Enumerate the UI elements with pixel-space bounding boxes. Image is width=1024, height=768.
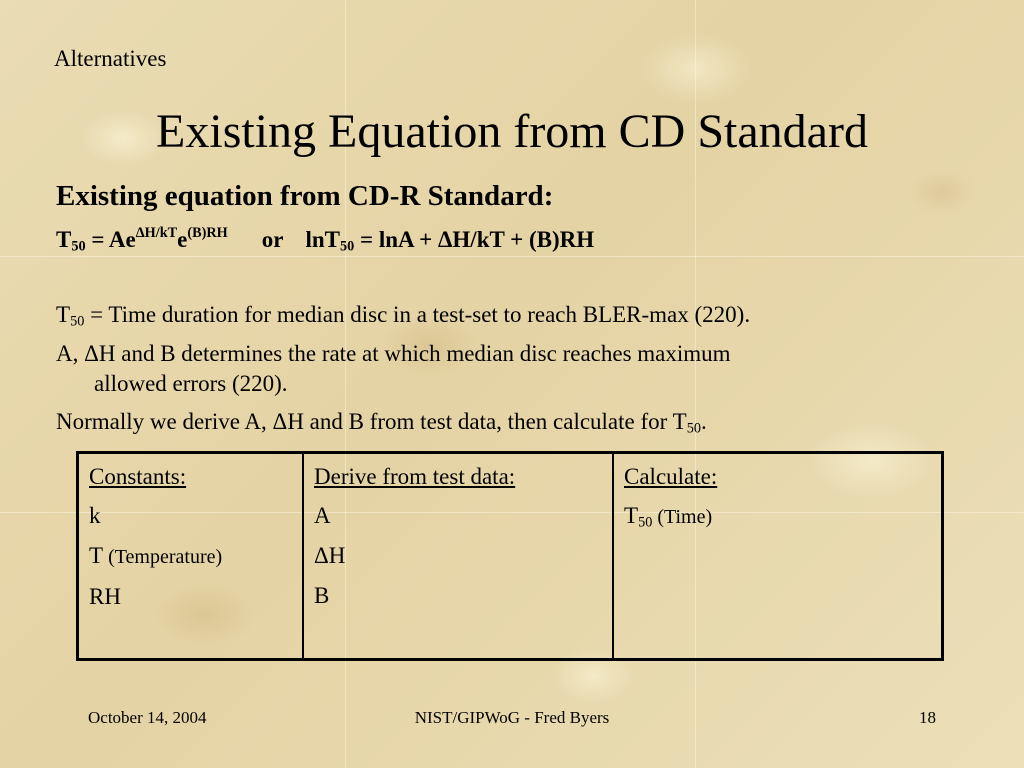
p1-sub: 50 <box>70 313 85 330</box>
eq-sub-50: 50 <box>71 238 86 255</box>
page-number: 18 <box>919 708 936 727</box>
calculate-header: Calculate: <box>624 464 718 489</box>
p3-end: . <box>700 409 707 434</box>
derive-column <box>302 454 612 658</box>
eq-or: or <box>261 227 284 252</box>
footer-date: October 14, 2004 <box>88 708 207 727</box>
calc-t: T <box>624 503 639 528</box>
equation-line <box>56 227 594 253</box>
derive-b: B <box>314 583 330 608</box>
eq-rhs: = lnA + ΔH/kT + (B)RH <box>354 227 595 252</box>
derive-a: A <box>314 503 331 528</box>
p1-t: T <box>56 302 71 327</box>
eq-e: e <box>177 227 188 252</box>
eq-sup-brh: (B)RH <box>187 225 228 242</box>
eq-lnt: lnT <box>305 227 341 252</box>
constant-temperature <box>89 542 292 571</box>
section-label: Alternatives <box>54 46 167 71</box>
background-seam <box>0 256 1024 257</box>
slide-title: Existing Equation from CD Standard <box>156 105 868 158</box>
rate-paragraph-line1: A, ΔH and B determines the rate at which median disc reaches maximum <box>56 341 731 366</box>
eq-sub-50-b: 50 <box>340 238 355 255</box>
temperature-note: (Temperature) <box>103 546 223 568</box>
p1-text: = Time duration for median disc in a test-set to reach BLER-max (220). <box>84 302 751 327</box>
calculate-column <box>612 454 941 658</box>
derive-header: Derive from test data: <box>314 464 516 489</box>
time-note: (Time) <box>652 506 713 528</box>
constants-header: Constants: <box>89 464 187 489</box>
definition-t50 <box>56 302 750 328</box>
calculate-t50 <box>624 502 931 531</box>
subheading: Existing equation from CD-R Standard: <box>56 180 554 212</box>
footer-author: NIST/GIPWoG - Fred Byers <box>414 708 610 727</box>
calc-sub: 50 <box>638 514 653 531</box>
eq-ae: = Ae <box>85 227 136 252</box>
constants-table <box>76 451 944 661</box>
derive-dh: ΔH <box>314 543 346 568</box>
constant-k: k <box>89 503 101 528</box>
eq-t: T <box>56 227 72 252</box>
p3-text: Normally we derive A, ΔH and B from test data, then calculate for T <box>56 409 687 434</box>
constants-column <box>79 454 302 658</box>
rate-paragraph-line2: allowed errors (220). <box>94 371 288 396</box>
eq-sup-dh: ΔH/kT <box>135 225 178 242</box>
derive-paragraph <box>56 409 707 435</box>
constant-t: T <box>89 543 104 568</box>
constant-rh: RH <box>89 584 121 609</box>
p3-sub: 50 <box>686 420 701 437</box>
